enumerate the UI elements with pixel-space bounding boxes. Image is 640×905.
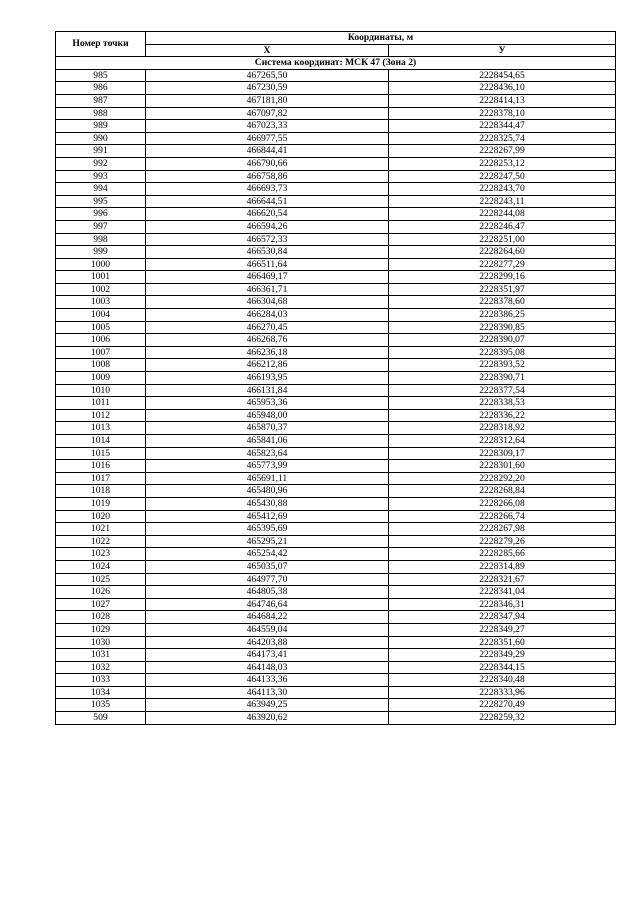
y-coordinate-cell: 2228279,26 — [389, 535, 616, 548]
table-row — [56, 346, 616, 359]
point-number-cell: 1026 — [56, 586, 146, 599]
point-number-cell: 1016 — [56, 460, 146, 473]
point-number-cell: 993 — [56, 170, 146, 183]
x-coordinate-cell: 464113,30 — [146, 686, 389, 699]
x-coordinate-cell: 465480,96 — [146, 485, 389, 498]
table-row — [56, 258, 616, 271]
y-coordinate-cell: 2228285,66 — [389, 548, 616, 561]
table-row — [56, 359, 616, 372]
table-row — [56, 636, 616, 649]
x-coordinate-cell: 466620,54 — [146, 208, 389, 221]
table-row — [56, 296, 616, 309]
point-number-cell: 1018 — [56, 485, 146, 498]
y-coordinate-cell: 2228346,31 — [389, 598, 616, 611]
point-number-cell: 1015 — [56, 447, 146, 460]
y-coordinate-cell: 2228333,96 — [389, 686, 616, 699]
y-coordinate-cell: 2228336,22 — [389, 409, 616, 422]
coordinate-system-row — [56, 57, 616, 70]
point-number-cell: 1014 — [56, 435, 146, 448]
x-coordinate-cell: 466758,86 — [146, 170, 389, 183]
point-number-cell: 1031 — [56, 649, 146, 662]
y-coordinate-cell: 2228318,92 — [389, 422, 616, 435]
table-row — [56, 82, 616, 95]
table-row — [56, 686, 616, 699]
point-number-cell: 995 — [56, 195, 146, 208]
y-coordinate-cell: 2228268,84 — [389, 485, 616, 498]
point-number-cell: 996 — [56, 208, 146, 221]
x-coordinate-cell: 466644,51 — [146, 195, 389, 208]
y-coordinate-cell: 2228351,97 — [389, 283, 616, 296]
x-coordinate-cell: 466193,95 — [146, 372, 389, 385]
table-row — [56, 120, 616, 133]
y-coordinate-cell: 2228314,89 — [389, 560, 616, 573]
x-coordinate-cell: 465870,37 — [146, 422, 389, 435]
table-row — [56, 271, 616, 284]
point-number-cell: 1020 — [56, 510, 146, 523]
y-coordinate-cell: 2228270,49 — [389, 699, 616, 712]
y-coordinate-cell: 2228378,60 — [389, 296, 616, 309]
y-coordinate-cell: 2228301,60 — [389, 460, 616, 473]
point-number-cell: 985 — [56, 69, 146, 82]
point-number-cell: 997 — [56, 220, 146, 233]
table-row — [56, 586, 616, 599]
point-number-cell: 987 — [56, 94, 146, 107]
y-coordinate-cell: 2228325,74 — [389, 132, 616, 145]
x-coordinate-cell: 466284,03 — [146, 309, 389, 322]
y-coordinate-cell: 2228277,29 — [389, 258, 616, 271]
table-row — [56, 611, 616, 624]
x-coordinate-cell: 465395,69 — [146, 523, 389, 536]
y-coordinate-cell: 2228321,67 — [389, 573, 616, 586]
point-number-cell: 1029 — [56, 623, 146, 636]
x-coordinate-cell: 467265,50 — [146, 69, 389, 82]
table-row — [56, 69, 616, 82]
x-coordinate-cell: 466693,73 — [146, 183, 389, 196]
table-row — [56, 560, 616, 573]
point-number-cell: 509 — [56, 712, 146, 725]
coordinates-table — [55, 31, 616, 725]
table-row — [56, 246, 616, 259]
point-number-cell: 1006 — [56, 334, 146, 347]
point-number-cell: 1012 — [56, 409, 146, 422]
x-coordinate-cell: 466361,71 — [146, 283, 389, 296]
x-coordinate-cell: 466530,84 — [146, 246, 389, 259]
x-coordinate-cell: 467023,33 — [146, 120, 389, 133]
point-number-cell: 1021 — [56, 523, 146, 536]
table-row — [56, 649, 616, 662]
point-number-cell: 999 — [56, 246, 146, 259]
y-coordinate-cell: 2228266,74 — [389, 510, 616, 523]
y-coordinate-cell: 2228347,94 — [389, 611, 616, 624]
y-coordinate-cell: 2228267,98 — [389, 523, 616, 536]
point-number-cell: 1025 — [56, 573, 146, 586]
point-number-cell: 1022 — [56, 535, 146, 548]
x-coordinate-cell: 464173,41 — [146, 649, 389, 662]
coordinates-header: Координаты, м — [146, 32, 616, 45]
y-coordinate-cell: 2228390,07 — [389, 334, 616, 347]
point-number-cell: 990 — [56, 132, 146, 145]
table-row — [56, 435, 616, 448]
table-header — [56, 32, 616, 57]
table-row — [56, 598, 616, 611]
x-coordinate-cell: 465948,00 — [146, 409, 389, 422]
y-coordinate-cell: 2228338,53 — [389, 397, 616, 410]
point-number-cell: 1017 — [56, 472, 146, 485]
x-coordinate-cell: 465254,42 — [146, 548, 389, 561]
x-coordinate-cell: 463920,62 — [146, 712, 389, 725]
x-coordinate-cell: 463949,25 — [146, 699, 389, 712]
table-row — [56, 183, 616, 196]
x-coordinate-cell: 466131,84 — [146, 384, 389, 397]
x-coordinate-cell: 464684,22 — [146, 611, 389, 624]
point-number-cell: 986 — [56, 82, 146, 95]
point-number-cell: 989 — [56, 120, 146, 133]
y-coordinate-cell: 2228251,00 — [389, 233, 616, 246]
x-coordinate-cell: 466977,55 — [146, 132, 389, 145]
point-number-cell: 1007 — [56, 346, 146, 359]
x-coordinate-cell: 467230,59 — [146, 82, 389, 95]
point-number-cell: 991 — [56, 145, 146, 158]
x-coordinate-cell: 464203,88 — [146, 636, 389, 649]
table-row — [56, 712, 616, 725]
y-coordinate-cell: 2228414,13 — [389, 94, 616, 107]
point-number-cell: 992 — [56, 157, 146, 170]
y-coordinate-cell: 2228243,70 — [389, 183, 616, 196]
coordinate-system-label: Система координат: МСК 47 (Зона 2) — [56, 57, 616, 70]
x-coordinate-cell: 466844,41 — [146, 145, 389, 158]
table-row — [56, 485, 616, 498]
table-row — [56, 523, 616, 536]
x-coordinate-cell: 466511,64 — [146, 258, 389, 271]
table-row — [56, 233, 616, 246]
point-number-cell: 1005 — [56, 321, 146, 334]
table-row — [56, 195, 616, 208]
table-row — [56, 661, 616, 674]
x-coordinate-cell: 465295,21 — [146, 535, 389, 548]
x-coordinate-cell: 465773,99 — [146, 460, 389, 473]
y-coordinate-cell: 2228299,16 — [389, 271, 616, 284]
y-coordinate-cell: 2228312,64 — [389, 435, 616, 448]
table-row — [56, 573, 616, 586]
y-coordinate-cell: 2228266,08 — [389, 497, 616, 510]
point-number-cell: 1009 — [56, 372, 146, 385]
x-coordinate-cell: 466304,68 — [146, 296, 389, 309]
y-coordinate-cell: 2228395,08 — [389, 346, 616, 359]
table-row — [56, 145, 616, 158]
y-coordinate-cell: 2228393,52 — [389, 359, 616, 372]
y-coordinate-cell: 2228253,12 — [389, 157, 616, 170]
y-coordinate-cell: 2228247,50 — [389, 170, 616, 183]
y-coordinate-cell: 2228341,04 — [389, 586, 616, 599]
y-coordinate-cell: 2228246,47 — [389, 220, 616, 233]
x-coordinate-cell: 466594,26 — [146, 220, 389, 233]
table-row — [56, 548, 616, 561]
y-coordinate-cell: 2228378,10 — [389, 107, 616, 120]
table-row — [56, 283, 616, 296]
table-row — [56, 422, 616, 435]
x-coordinate-cell: 467181,80 — [146, 94, 389, 107]
point-number-cell: 994 — [56, 183, 146, 196]
point-number-cell: 1033 — [56, 674, 146, 687]
y-coordinate-cell: 2228386,25 — [389, 309, 616, 322]
x-coordinate-cell: 464977,70 — [146, 573, 389, 586]
x-header: Х — [146, 44, 389, 57]
x-coordinate-cell: 465953,36 — [146, 397, 389, 410]
point-number-cell: 1024 — [56, 560, 146, 573]
table-row — [56, 208, 616, 221]
table-row — [56, 94, 616, 107]
point-number-cell: 1030 — [56, 636, 146, 649]
point-number-cell: 1023 — [56, 548, 146, 561]
table-row — [56, 623, 616, 636]
x-coordinate-cell: 464559,04 — [146, 623, 389, 636]
table-row — [56, 334, 616, 347]
table-row — [56, 372, 616, 385]
y-coordinate-cell: 2228267,99 — [389, 145, 616, 158]
y-coordinate-cell: 2228351,60 — [389, 636, 616, 649]
table-row — [56, 535, 616, 548]
table-row — [56, 472, 616, 485]
table-row — [56, 460, 616, 473]
point-number-cell: 1013 — [56, 422, 146, 435]
y-coordinate-cell: 2228349,29 — [389, 649, 616, 662]
y-coordinate-cell: 2228340,48 — [389, 674, 616, 687]
y-coordinate-cell: 2228309,17 — [389, 447, 616, 460]
y-coordinate-cell: 2228436,10 — [389, 82, 616, 95]
x-coordinate-cell: 465430,88 — [146, 497, 389, 510]
table-row — [56, 699, 616, 712]
table-row — [56, 510, 616, 523]
x-coordinate-cell: 464746,64 — [146, 598, 389, 611]
table-row — [56, 107, 616, 120]
y-coordinate-cell: 2228377,54 — [389, 384, 616, 397]
x-coordinate-cell: 465035,07 — [146, 560, 389, 573]
point-number-cell: 1027 — [56, 598, 146, 611]
x-coordinate-cell: 464805,38 — [146, 586, 389, 599]
y-coordinate-cell: 2228454,65 — [389, 69, 616, 82]
table-row — [56, 309, 616, 322]
x-coordinate-cell: 466572,33 — [146, 233, 389, 246]
x-coordinate-cell: 465841,06 — [146, 435, 389, 448]
point-number-cell: 1011 — [56, 397, 146, 410]
table-row — [56, 674, 616, 687]
x-coordinate-cell: 464148,03 — [146, 661, 389, 674]
point-number-cell: 1032 — [56, 661, 146, 674]
y-header: У — [389, 44, 616, 57]
y-coordinate-cell: 2228264,60 — [389, 246, 616, 259]
point-number-cell: 1035 — [56, 699, 146, 712]
y-coordinate-cell: 2228344,15 — [389, 661, 616, 674]
table-row — [56, 170, 616, 183]
point-number-cell: 1008 — [56, 359, 146, 372]
y-coordinate-cell: 2228244,08 — [389, 208, 616, 221]
y-coordinate-cell: 2228243,11 — [389, 195, 616, 208]
table-body — [56, 57, 616, 724]
point-number-header: Номер точки — [56, 32, 146, 57]
x-coordinate-cell: 466469,17 — [146, 271, 389, 284]
table-row — [56, 447, 616, 460]
y-coordinate-cell: 2228259,32 — [389, 712, 616, 725]
y-coordinate-cell: 2228344,47 — [389, 120, 616, 133]
table-row — [56, 157, 616, 170]
point-number-cell: 1004 — [56, 309, 146, 322]
x-coordinate-cell: 466212,86 — [146, 359, 389, 372]
table-row — [56, 220, 616, 233]
y-coordinate-cell: 2228349,27 — [389, 623, 616, 636]
point-number-cell: 1010 — [56, 384, 146, 397]
point-number-cell: 1028 — [56, 611, 146, 624]
x-coordinate-cell: 466268,76 — [146, 334, 389, 347]
table-row — [56, 409, 616, 422]
y-coordinate-cell: 2228390,71 — [389, 372, 616, 385]
point-number-cell: 1003 — [56, 296, 146, 309]
x-coordinate-cell: 466236,18 — [146, 346, 389, 359]
x-coordinate-cell: 467097,82 — [146, 107, 389, 120]
point-number-cell: 988 — [56, 107, 146, 120]
point-number-cell: 1000 — [56, 258, 146, 271]
x-coordinate-cell: 466270,45 — [146, 321, 389, 334]
table-row — [56, 132, 616, 145]
x-coordinate-cell: 464133,36 — [146, 674, 389, 687]
y-coordinate-cell: 2228292,20 — [389, 472, 616, 485]
x-coordinate-cell: 465412,69 — [146, 510, 389, 523]
point-number-cell: 1019 — [56, 497, 146, 510]
table-row — [56, 384, 616, 397]
point-number-cell: 1034 — [56, 686, 146, 699]
x-coordinate-cell: 465691,11 — [146, 472, 389, 485]
table-row — [56, 497, 616, 510]
x-coordinate-cell: 465823,64 — [146, 447, 389, 460]
point-number-cell: 1002 — [56, 283, 146, 296]
point-number-cell: 998 — [56, 233, 146, 246]
table-row — [56, 321, 616, 334]
x-coordinate-cell: 466790,66 — [146, 157, 389, 170]
table-row — [56, 397, 616, 410]
point-number-cell: 1001 — [56, 271, 146, 284]
y-coordinate-cell: 2228390,85 — [389, 321, 616, 334]
